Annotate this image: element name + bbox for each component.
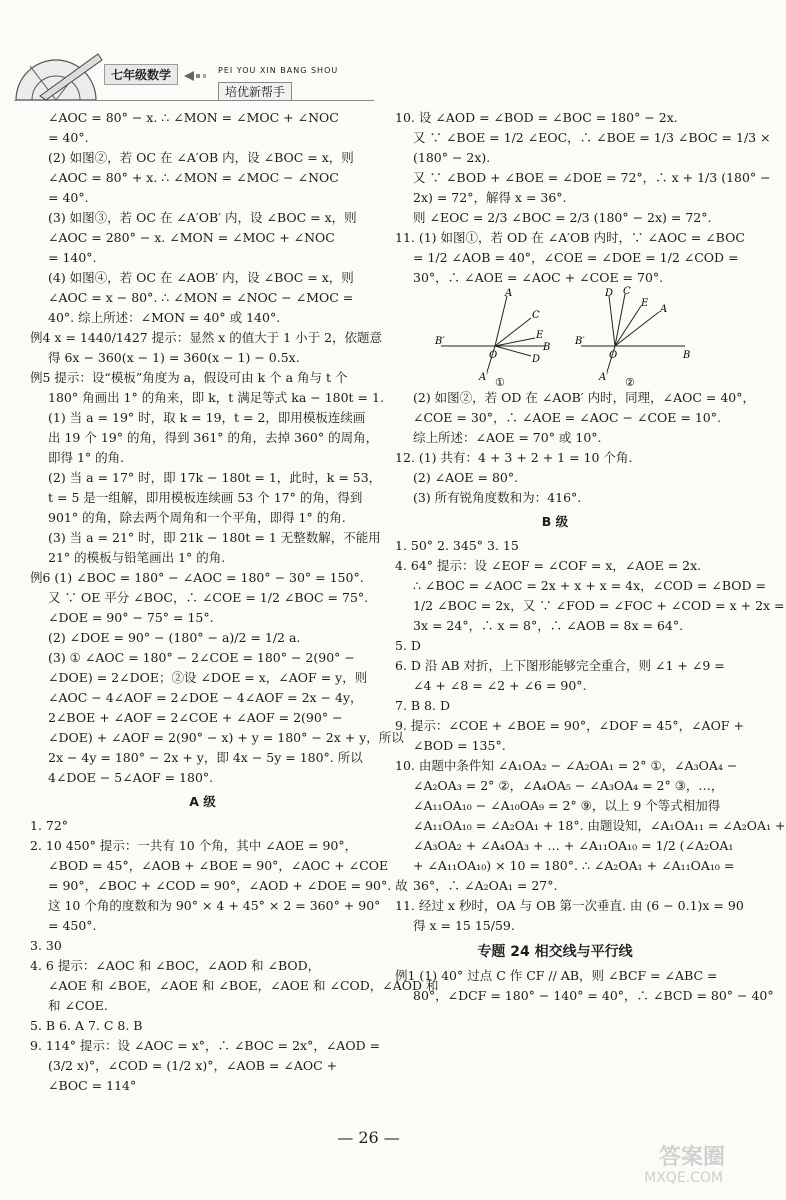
label-d-2: D: [605, 288, 614, 299]
answer-line: 和 ∠COE.: [48, 998, 108, 1013]
answer-line: 11. (1) 如图①，若 OD 在 ∠A′OB 内时，∵ ∠AOC = ∠BOC: [395, 230, 745, 245]
answer-line: (180° − 2x).: [413, 150, 491, 165]
header-rule: [14, 100, 374, 101]
answer-line: 4. 6 提示：∠AOC 和 ∠BOC，∠AOD 和 ∠BOD，: [30, 958, 321, 973]
right-answer-block: [395, 108, 771, 288]
label-o-2: O: [609, 350, 618, 361]
answer-line: ∠A₂OA₃ = 2° ②，∠A₄OA₅ − ∠A₃OA₄ = 2° ③，…，: [413, 778, 724, 793]
answer-line: 10. 设 ∠AOD = ∠BOD = ∠BOC = 180° − 2x.: [395, 110, 678, 125]
answer-line: 即得 1° 的角.: [48, 450, 125, 465]
answer-line: ∠A₃OA₂ + ∠A₄OA₃ + … + ∠A₁₁OA₁₀ = 1/2 (∠A₂OA₁: [413, 838, 734, 853]
angle-figure-2: [575, 288, 695, 388]
answer-line: 901° 的角，除去两个周角和一个平角，即得 1° 的角.: [48, 510, 346, 525]
label-b-2: B: [683, 350, 691, 361]
answer-line: ∠BOD = 135°.: [413, 738, 506, 753]
watermark-logo: 答案圈: [658, 1145, 725, 1170]
topic-answers: [395, 966, 774, 1006]
answer-line: + ∠A₁₁OA₁₀) × 10 = 180°. ∴ ∠A₂OA₁ + ∠A₁₁OA₁₀ =: [413, 858, 735, 873]
label-a-2: A: [660, 304, 668, 315]
label-d: D: [532, 354, 541, 365]
answer-line: ∠AOC − 4∠AOF = 2∠DOE − 4∠AOF = 2x − 4y，: [48, 690, 363, 705]
answer-line: 10. 由题中条件知 ∠A₁OA₂ − ∠A₂OA₁ = 2° ①，∠A₃OA₄ −: [395, 758, 738, 773]
answer-line: ∠BOD = 45°，∠AOB + ∠BOE = 90°，∠AOC + ∠COE: [48, 858, 389, 873]
answer-line: 9. 提示：∠COE + ∠BOE = 90°，∠DOF = 45°，∠AOF +: [395, 718, 744, 733]
answer-line: 出 19 个 19° 的角，得到 361° 的角，去掉 360° 的周角，: [48, 430, 379, 445]
answer-line: 5. B 6. A 7. C 8. B: [30, 1018, 143, 1033]
answer-line: = 140°.: [48, 250, 97, 265]
angle-figure-1: [435, 288, 555, 388]
answer-line: ∠DOE) + ∠AOF = 2(90° − x) + y = 180° − 2x + y，所以: [48, 730, 404, 745]
page-header: [0, 0, 737, 112]
answer-line: 例6 (1) ∠BOC = 180° − ∠AOC = 180° − 30° = 150°.: [30, 570, 364, 585]
answer-line: 21° 的模板与铅笔画出 1° 的角.: [48, 550, 226, 565]
answer-line: (2) ∠AOE = 80°.: [413, 470, 519, 485]
topic-title: 专题 24 相交线与平行线: [477, 944, 633, 960]
answer-line: (3) 所有锐角度数和为：416°.: [413, 490, 582, 505]
answer-line: 1/2 ∠BOC = 2x，又 ∵ ∠FOD = ∠FOC + ∠COD = x + 2x =: [413, 598, 785, 613]
answer-line: (3) 当 a = 21° 时，即 21k − 180t = 1 无整数解，不能用: [48, 530, 381, 545]
answer-line: 例5 提示：设“模板”角度为 a，假设可由 k 个 a 角与 t 个: [30, 370, 348, 385]
answer-line: 36°，∴ ∠A₂OA₁ = 27°.: [413, 878, 558, 893]
answer-line: = 40°.: [48, 190, 89, 205]
answer-line: ∠A₁₁OA₁₀ − ∠A₁₀OA₉ = 2° ⑨，以上 9 个等式相加得: [413, 798, 721, 813]
answer-line: (3/2 x)°，∠COD = (1/2 x)°，∠AOB = ∠AOC +: [48, 1058, 338, 1073]
answer-line: 4∠DOE − 5∠AOF = 180°.: [48, 770, 214, 785]
label-a-prime: A′: [479, 372, 489, 383]
answer-line: 11. 经过 x 秒时，OA 与 OB 第一次垂直. 由 (6 − 0.1)x = 90: [395, 898, 744, 913]
protractor-logo-icon: [10, 46, 106, 104]
answer-line: 2x − 4y = 180° − 2x + y，即 4x − 5y = 180°. 所以: [48, 750, 363, 765]
answer-line: 12. (1) 共有：4 + 3 + 2 + 1 = 10 个角.: [395, 450, 633, 465]
label-b-prime-2: B′: [575, 336, 585, 347]
brand-name: 培优新帮手: [218, 82, 292, 101]
answer-line: 又 ∵ ∠BOD + ∠BOE = ∠DOE = 72°，∴ x + 1/3 (180° −: [413, 170, 771, 185]
answer-line: ∠AOC = x − 80°. ∴ ∠MON = ∠NOC − ∠MOC =: [48, 290, 354, 305]
figure-2-label: ②: [625, 376, 635, 389]
answer-line: 40°. 综上所述：∠MON = 40° 或 140°.: [48, 310, 281, 325]
answer-line: 9. 114° 提示：设 ∠AOC = x°，∴ ∠BOC = 2x°，∠AOD =: [30, 1038, 381, 1053]
right-answer-block-2: [395, 388, 756, 508]
answer-line: 180° 角画出 1° 的角来，即 k，t 满足等式 ka − 180t = 1.: [48, 390, 384, 405]
answer-line: = 1/2 ∠AOB = 40°，∠COE = ∠DOE = 1/2 ∠COD =: [413, 250, 739, 265]
figure-1-label: ①: [495, 376, 505, 389]
answer-line: 得 x = 15 15/59.: [413, 918, 515, 933]
answer-line: 则 ∠EOC = 2/3 ∠BOC = 2/3 (180° − 2x) = 72°.: [413, 210, 712, 225]
answer-line: (3) 如图③，若 OC 在 ∠A′OB′ 内，设 ∠BOC = x，则: [48, 210, 357, 225]
label-a: A: [505, 288, 513, 299]
answer-line: ∠AOC = 80° − x. ∴ ∠MON = ∠MOC + ∠NOC: [48, 110, 339, 125]
answer-line: 80°，∠DCF = 180° − 140° = 40°，∴ ∠BCD = 80° − 40°: [413, 988, 774, 1003]
answer-line: (2) 当 a = 17° 时，即 17k − 180t = 1，此时，k = 53，: [48, 470, 382, 485]
answer-line: (2) 如图②，若 OD 在 ∠AOB′ 内时，同理，∠AOC = 40°，: [413, 390, 756, 405]
answer-line: ∠A₁₁OA₁₀ = ∠A₂OA₁ + 18°. 由题设知，∠A₁OA₁₁ = ∠A₂OA₁ +: [413, 818, 786, 833]
label-b: B: [543, 342, 551, 353]
answer-line: ∠BOC = 114°: [48, 1078, 137, 1093]
answer-line: ∴ ∠BOC = ∠AOC = 2x + x + x = 4x，∠COD = ∠BOD =: [413, 578, 766, 593]
answer-line: 得 6x − 360(x − 1) = 360(x − 1) − 0.5x.: [48, 350, 300, 365]
label-c: C: [532, 310, 540, 321]
answer-line: 4. 64° 提示：设 ∠EOF = ∠COF = x，∠AOE = 2x.: [395, 558, 702, 573]
answer-line: 1. 50° 2. 345° 3. 15: [395, 538, 519, 553]
right-column: [395, 108, 786, 1006]
answer-line: 2. 10 450° 提示：一共有 10 个角，其中 ∠AOE = 90°，: [30, 838, 358, 853]
answer-line: (2) ∠DOE = 90° − (180° − a)/2 = 1/2 a.: [48, 630, 301, 645]
answer-line: 例1 (1) 40° 过点 C 作 CF // AB，则 ∠BCF = ∠ABC =: [395, 968, 718, 983]
answer-line: ∠AOC = 80° + x. ∴ ∠MON = ∠MOC − ∠NOC: [48, 170, 339, 185]
answer-line: t = 5 是一组解，即用模板连续画 53 个 17° 的角，得到: [48, 490, 363, 505]
left-answer-block: [30, 108, 404, 788]
brand-pinyin: PEI YOU XIN BANG SHOU: [218, 66, 339, 75]
answer-line: 3x = 24°，∴ x = 8°，∴ ∠AOB = 8x = 64°.: [413, 618, 684, 633]
grade-badge: 七年级数学: [104, 64, 178, 85]
answer-line: ∠AOC = 280° − x. ∠MON = ∠MOC + ∠NOC: [48, 230, 335, 245]
answer-line: ∠DOE) = 2∠DOE；②设 ∠DOE = x，∠AOF = y，则: [48, 670, 368, 685]
answer-line: ∠DOE = 90° − 75° = 15°.: [48, 610, 214, 625]
level-b-heading: B 级: [541, 514, 569, 529]
answer-line: 2∠BOE + ∠AOF = 2∠COE + ∠AOF = 2(90° −: [48, 710, 343, 725]
watermark-url: MXQE.COM: [644, 1170, 723, 1186]
answer-line: 6. D 沿 AB 对折，上下图形能够完全重合，则 ∠1 + ∠9 =: [395, 658, 725, 673]
answer-line: 30°，∴ ∠AOE = ∠AOC + ∠COE = 70°.: [413, 270, 664, 285]
label-c-2: C: [623, 286, 631, 297]
label-e-2: E: [641, 298, 649, 309]
answer-line: ∠4 + ∠8 = ∠2 + ∠6 = 90°.: [413, 678, 587, 693]
label-o: O: [489, 350, 498, 361]
answer-line: 综上所述：∠AOE = 70° 或 10°.: [413, 430, 602, 445]
page-number: — 26 —: [337, 1128, 400, 1147]
answer-line: 1. 72°: [30, 818, 69, 833]
label-a-prime-2: A′: [599, 372, 609, 383]
answer-line: (2) 如图②，若 OC 在 ∠A′OB 内，设 ∠BOC = x，则: [48, 150, 354, 165]
answer-line: (3) ① ∠AOC = 180° − 2∠COE = 180° − 2(90° −: [48, 650, 355, 665]
answer-line: 7. B 8. D: [395, 698, 450, 713]
answer-line: 又 ∵ OE 平分 ∠BOC，∴ ∠COE = 1/2 ∠BOC = 75°.: [48, 590, 369, 605]
label-e: E: [536, 330, 544, 341]
answer-line: 5. D: [395, 638, 421, 653]
angle-figures: [395, 288, 715, 388]
answer-line: 这 10 个角的度数和为 90° × 4 + 45° × 2 = 360° + 90°: [48, 898, 381, 913]
level-a-answers: [30, 816, 439, 1096]
answer-line: ∠AOE 和 ∠BOE，∠AOE 和 ∠BOE，∠AOE 和 ∠COD，∠AOD 和: [48, 978, 439, 993]
level-a-heading: A 级: [189, 794, 216, 809]
answer-line: 又 ∵ ∠BOE = 1/2 ∠EOC，∴ ∠BOE = 1/3 ∠BOC = 1/3 ×: [413, 130, 771, 145]
answer-line: = 40°.: [48, 130, 89, 145]
answer-line: ∠COE = 30°，∴ ∠AOE = ∠AOC − ∠COE = 10°.: [413, 410, 721, 425]
answer-line: = 450°.: [48, 918, 97, 933]
answer-line: (1) 当 a = 19° 时，取 k = 19，t = 2，即用模板连续画: [48, 410, 366, 425]
level-b-answers: [395, 536, 786, 936]
answer-line: = 90°，∠BOC + ∠COD = 90°，∠AOD + ∠DOE = 90°. 故: [48, 878, 408, 893]
answer-line: (4) 如图④，若 OC 在 ∠AOB′ 内，设 ∠BOC = x，则: [48, 270, 354, 285]
answer-line: 3. 30: [30, 938, 62, 953]
label-b-prime: B′: [435, 336, 445, 347]
answer-line: 2x) = 72°，解得 x = 36°.: [413, 190, 567, 205]
arrow-icon: [184, 70, 214, 82]
answer-line: 例4 x = 1440/1427 提示：显然 x 的值大于 1 小于 2，依题意: [30, 330, 383, 345]
